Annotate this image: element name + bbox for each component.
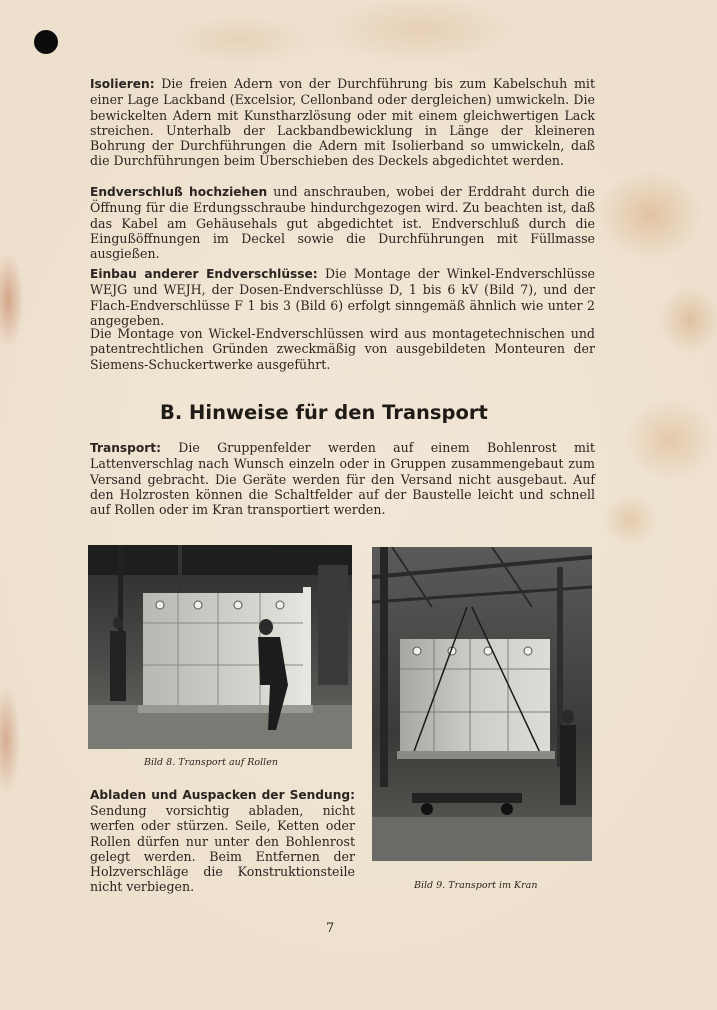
paragraph-text: Die freien Adern von der Durchführung bis zum Kabelschuh mit einer Lage Lackband (Excelsior, Cellonband oder dergleichen) umwickeln. Die bewickelten Adern mit Kunstharzlösung oder mit einem gleichwertigen Lack streichen. Unterhalb der Lackbandbewicklung in Länge der kleineren Bohrung der Durchführungen die Adern mit Isolierband so umwickeln, daß die Durchführungen beim Überschieben des Deckels abgedichtet werden. — [90, 76, 595, 169]
photo-transport-rollers — [88, 545, 352, 749]
paragraph-text: Sendung vorsichtig abladen, nicht werfen oder stürzen. Seile, Ketten oder Rollen dürfen nur unter den Bohlenrost gelegt werden. Beim Entfernen der Holzverschläge die Konstruktionsteile nicht verbiegen. — [90, 803, 355, 895]
section-heading: B. Hinweise für den Transport — [160, 401, 488, 424]
photo-transport-crane — [372, 547, 592, 861]
paragraph-text: Die Montage von Wickel-Endverschlüssen wird aus montagetechnischen und patentrechtlichen Gründen zweckmäßig von ausgebildeten Monteuren der Siemens-Schuckertwerke ausgeführt. — [90, 326, 595, 372]
paragraph-einbau — [90, 266, 595, 328]
paragraph-text: Die Montage der Winkel-Endverschlüsse WEJG und WEJH, der Dosen-Endverschlüsse D, 1 bis 6 kV (Bild 7), und der Flach-Endverschlüsse F 1 bis 3 (Bild 6) erfolgt sinngemäß ähnlich wie unter 2 angegeben. — [90, 266, 595, 328]
paragraph-isolieren — [90, 76, 595, 169]
paragraph-text: und anschrauben, wobei der Erddraht durch die Öffnung für die Erdungsschraube hindurchgezogen wird. Zu beachten ist, daß das Kabel am Gehäusehals gut abgedichtet ist. Endverschluß durch die Eingußöffnungen im Deckel sowie die Durchführungen mit Füllmasse ausgießen. — [90, 184, 595, 262]
paragraph-label: Transport: — [90, 441, 161, 455]
caption-bild-9: Bild 9. Transport im Kran — [414, 880, 538, 891]
page-number: 7 — [326, 921, 335, 936]
paragraph-montage — [90, 326, 595, 372]
paragraph-label: Abladen und Auspacken der Sendung: — [90, 788, 355, 802]
caption-bild-8: Bild 8. Transport auf Rollen — [144, 757, 278, 768]
paragraph-label: Einbau anderer Endverschlüsse: — [90, 267, 318, 281]
paragraph-transport — [90, 440, 595, 517]
paragraph-text: Die Gruppenfelder werden auf einem Bohlenrost mit Lattenverschlag nach Wunsch einzeln oder in Gruppen zusammengebaut zum Versand gebracht. Die Geräte werden für den Versand nicht ausgebaut. Auf den Holzrosten können die Schaltfelder auf der Baustelle leicht und schnell auf Rollen oder im Kran transportiert werden. — [90, 440, 595, 518]
paragraph-endverschluss — [90, 184, 595, 261]
punch-hole — [34, 30, 58, 54]
photo-rollers-image — [88, 545, 352, 749]
paragraph-label: Isolieren: — [90, 77, 155, 91]
paragraph-label: Endverschluß hochziehen — [90, 185, 268, 199]
photo-crane-image — [372, 547, 592, 861]
paragraph-abladen — [90, 787, 355, 894]
